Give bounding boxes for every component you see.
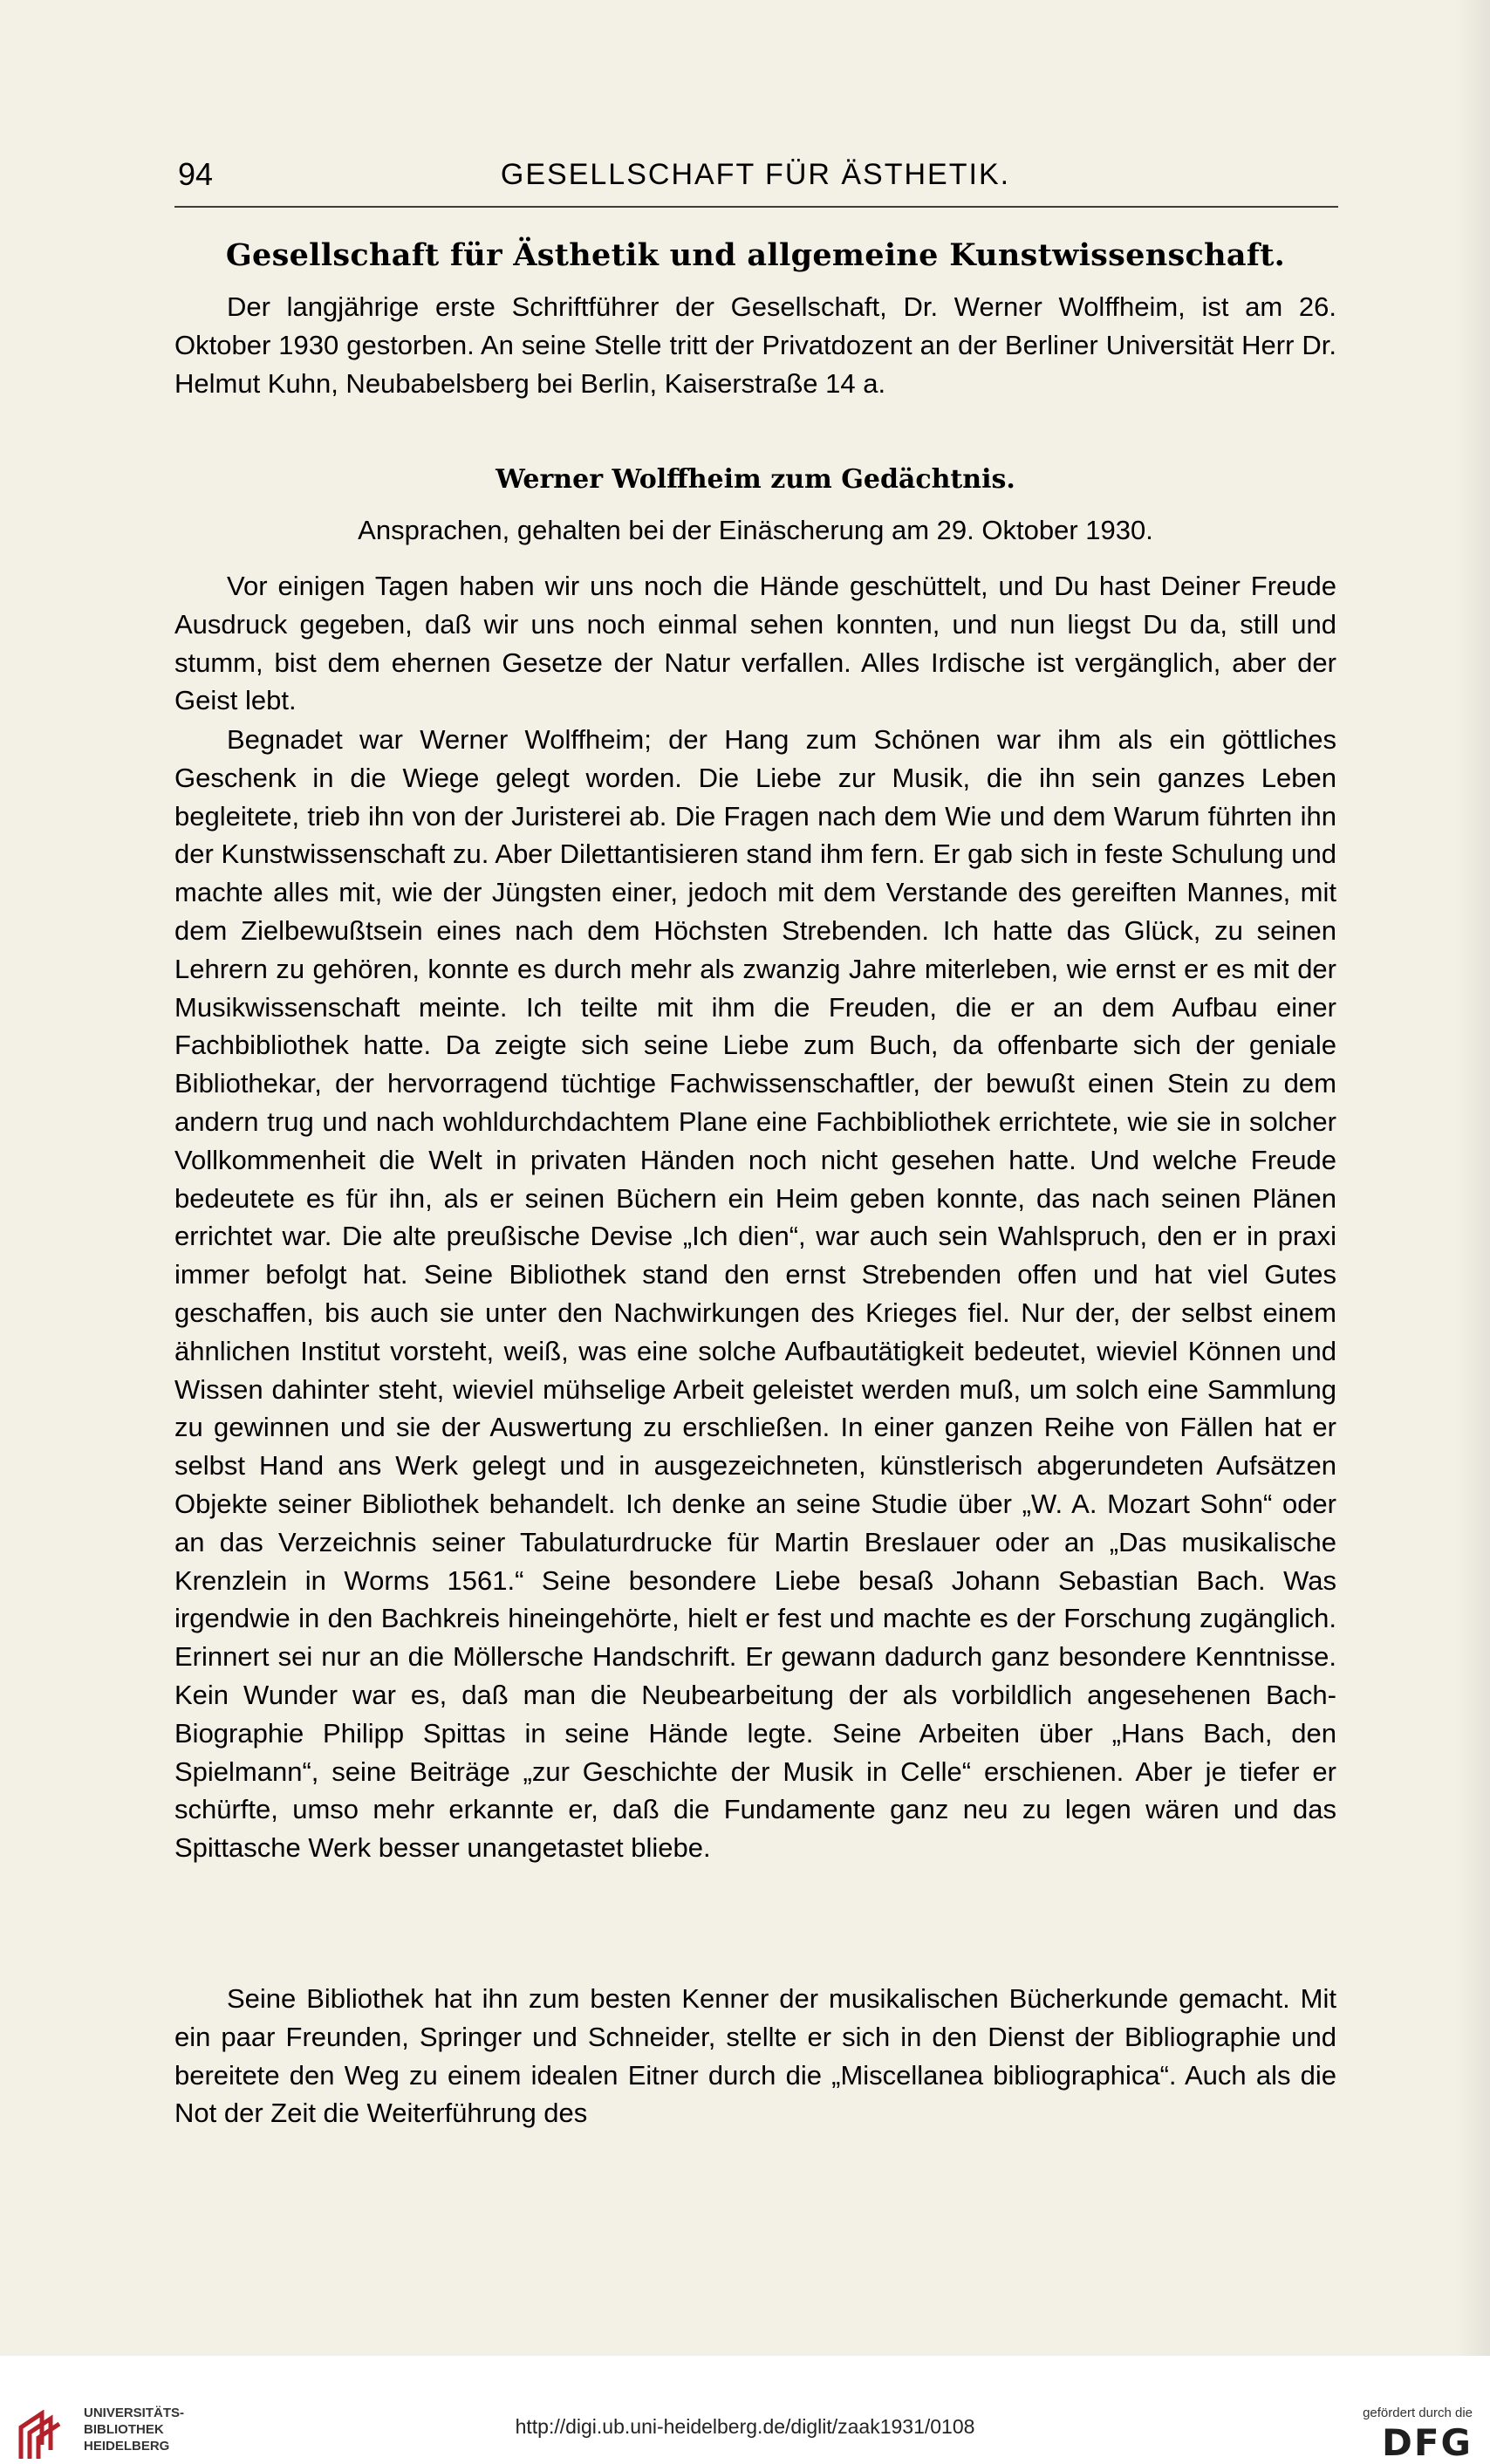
body-paragraph: Seine Bibliothek hat ihn zum besten Kenner der musikalischen Bücherkunde gemacht. Mit ein paar Freunden, Springer und Schneider, stellte er sich in den Dienst der Bibliographie und bereitete den Weg zu einem idealen Eitner durch die „Miscellanea bibliographica“. Auch als die Not der Zeit die Weiterführung des [174,1983,1336,2129]
running-title: GESELLSCHAFT FÜR ÄSTHETIK. [500,158,1011,191]
memorial-heading: Werner Wolffheim zum Gedächtnis. [496,464,1015,495]
library-name-line: HEIDELBERG [84,2439,170,2454]
dfg-logo: DFG [1381,2421,1473,2464]
memorial-caption: Ansprachen, gehalten bei der Einäscherung am 29. Oktober 1930. [358,515,1153,545]
permalink-url[interactable]: http://digi.ub.uni-heidelberg.de/diglit/zaak1931/0108 [515,2415,975,2438]
article-heading: Gesellschaft für Ästhetik und allgemeine Kunstwissenschaft. [225,237,1286,273]
page-number: 94 [178,156,214,192]
library-name-line: BIBLIOTHEK [84,2422,164,2437]
digitization-footer [0,2356,1490,2463]
funding-caption: gefördert durch die [1363,2406,1473,2420]
header-rule [174,206,1338,208]
body-paragraph: Begnadet war Werner Wolffheim; der Hang zum Schönen war ihm als ein göttliches Geschenk in die Wiege gelegt worden. Die Liebe zur Musik, die ihn sein ganzes Leben begleitete, trieb ihn von der Juristerei ab. Die Fragen nach dem Wie und dem Warum führten ihn der Kunstwissenschaft zu. Aber Dilettantisieren stand ihm fern. Er gab sich in feste Schulung und machte alles mit, wie der Jüngsten einer, jedoch mit dem Verstande des gereiften Mannes, mit dem Zielbewußtsein eines nach dem Höchsten Strebenden. Ich hatte das Glück, zu seinen Lehrern zu gehören, konnte es durch mehr als zwanzig Jahre miterleben, wie ernst er es mit der Musikwissenschaft meinte. Ich teilte mit ihm die Freuden, die er an dem Aufbau einer Fachbibliothek hatte. Da zeigte sich seine Liebe zum Buch, da offenbarte sich der geniale Bibliothekar, der hervorragend tüchtige Fachwissenschaftler, der bewußt einen Stein zu dem andern trug und nach wohldurchdachtem Plane eine Fachbibliothek errichtete, wie sie in solcher Vollkommenheit die Welt in privaten Händen noch nicht gesehen hatte. Und welche Freude bedeutete es für ihn, als er seinen Büchern ein Heim geben konnte, das nach seinen Plänen errichtet war. Die alte preußische Devise „Ich dien“, war auch sein Wahlspruch, den er in praxi immer befolgt hat. Seine Bibliothek stand den ernst Strebenden offen und hat viel Gutes geschaffen, bis auch sie unter den Nachwirkungen des Krieges fiel. Nur der, der selbst einem ähnlichen Institut vorsteht, weiß, was eine solche Aufbautätigkeit bedeutet, wieviel Können und Wissen dahinter steht, wieviel mühselige Arbeit geleistet werden muß, um solch eine Sammlung zu gewinnen und sie der Auswertung zu erschließen. In einer ganzen Reihe von Fällen hat er selbst Hand ans Werk gelegt und in ausgezeichneten, künstlerisch abgerundeten Aufsätzen Objekte seiner Bibliothek behandelt. Ich denke an seine Studie über „W. A. Mozart Sohn“ oder an das Verzeichnis seiner Tabulaturdrucke für Martin Breslauer oder an „Das musikalische Krenzlein in Worms 1561.“ Seine besondere Liebe besaß Johann Sebastian Bach. Was irgendwie in den Bachkreis hineingehörte, hielt er fest und machte es der Forschung zugänglich. Erinnert sei nur an die Möllersche Handschrift. Er gewann dadurch ganz besondere Kenntnisse. Kein Wunder war es, daß man die Neubearbeitung der als vorbildlich angesehenen Bach-Biographie Philipp Spittas in seine Hände legte. Seine Arbeiten über „Hans Bach, den Spielmann“, seine Beiträge „zur Geschichte der Musik in Celle“ erschienen. Aber je tiefer er schürfte, umso mehr erkannte er, daß die Fundamente ganz neu zu legen wären und das Spittasche Werk besser unangetastet bliebe. [174,724,1336,1864]
intro-paragraph: Der langjährige erste Schriftführer der Gesellschaft, Dr. Werner Wolffheim, ist am 26. Oktober 1930 gestorben. An seine Stelle tritt der Privatdozent an der Berliner Universität Herr Dr. Helmut Kuhn, Neubabelsberg bei Berlin, Kaiserstraße 14 a. [174,291,1336,399]
running-head [174,154,1336,195]
library-name-line: UNIVERSITÄTS- [84,2406,185,2420]
body-paragraph: Vor einigen Tagen haben wir uns noch die Hände geschüttelt, und Du hast Deiner Freude Ausdruck gegeben, daß wir uns noch einmal sehen konnten, und nun liegst Du da, still und stumm, bist dem ehernen Gesetze der Natur verfallen. Alles Irdische ist vergänglich, aber der Geist lebt. [174,571,1336,716]
